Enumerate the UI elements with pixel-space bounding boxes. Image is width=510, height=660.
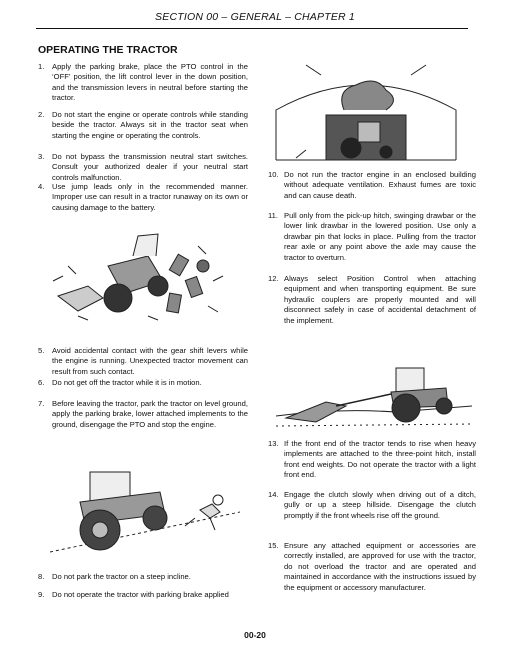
list-item-8: 8. Do not park the tractor on a steep incline.	[38, 572, 191, 581]
section-header: SECTION 00 – GENERAL – CHAPTER 1	[155, 11, 355, 23]
list-item-10: 10. Do not run the tractor engine in an enclosed building without adequate ventilation. Exhaust fumes are toxic and can cause death.	[268, 170, 476, 200]
tractor-runover-illustration	[50, 452, 240, 564]
list-item-9: 9. Do not operate the tractor with parking brake applied	[38, 590, 229, 599]
page-title: OPERATING THE TRACTOR	[38, 44, 178, 56]
list-item-14: 14. Engage the clutch slowly when driving out of a ditch, gully or up a steep hillside. Disengage the clutch promptly if the front wheels rise off the ground.	[268, 490, 476, 520]
tractor-pulling-implement-illustration	[276, 346, 472, 432]
list-item-15: 15. Ensure any attached equipment or accessories are correctly installed, are approved for use with the tractor, do not overload the tractor and are operated and maintained in accordance with the instructions issued by the equipment or accessory manufacturer.	[268, 541, 476, 592]
list-item-2: 2. Do not start the engine or operate controls while standing beside the tractor. Always sit in the tractor seat when starting the engine or operating the controls.	[38, 110, 248, 140]
list-item-7: 7. Before leaving the tractor, park the tractor on level ground, apply the parking brake, lower attached implements to the ground, disengage the PTO and stop the engine.	[38, 399, 248, 429]
header-divider	[36, 28, 468, 29]
list-item-11: 11. Pull only from the pick-up hitch, swinging drawbar or the lower link drawbar in the lowered position. Use only a drawbar pin that locks in place. Pulling from the tractor rear axle or any point above the axle may cause the tractor to overturn.	[268, 211, 476, 262]
runaway-tractor-illustration	[48, 226, 228, 324]
page-number: 00-20	[244, 630, 266, 640]
list-item-12: 12. Always select Position Control when attaching equipment and when transporting equipment. Be sure hydraulic couplers are properly mounted and will disconnect safely in case of accidental detachment of the implement.	[268, 274, 476, 325]
list-item-4: 4. Use jump leads only in the recommended manner. Improper use can result in a tractor runaway on its own or causing damage to the battery.	[38, 182, 248, 212]
list-item-1: 1. Apply the parking brake, place the PTO control in the ‘OFF’ position, the lift control lever in the down position, and the transmission levers in neutral before starting the tractor.	[38, 62, 248, 103]
enclosed-building-exhaust-illustration	[266, 60, 466, 168]
list-item-6: 6. Do not get off the tractor while it is in motion.	[38, 378, 202, 387]
list-item-3: 3. Do not bypass the transmission neutral start switches. Consult your authorized dealer if your neutral start controls malfunction.	[38, 152, 248, 182]
list-item-13: 13. If the front end of the tractor tends to rise when heavy implements are attached to the three-point hitch, install front end weights. Do not operate the tractor with a light front end.	[268, 439, 476, 480]
list-item-5: 5. Avoid accidental contact with the gear shift levers while the engine is running. Unexpected tractor movement can result from such contact.	[38, 346, 248, 376]
